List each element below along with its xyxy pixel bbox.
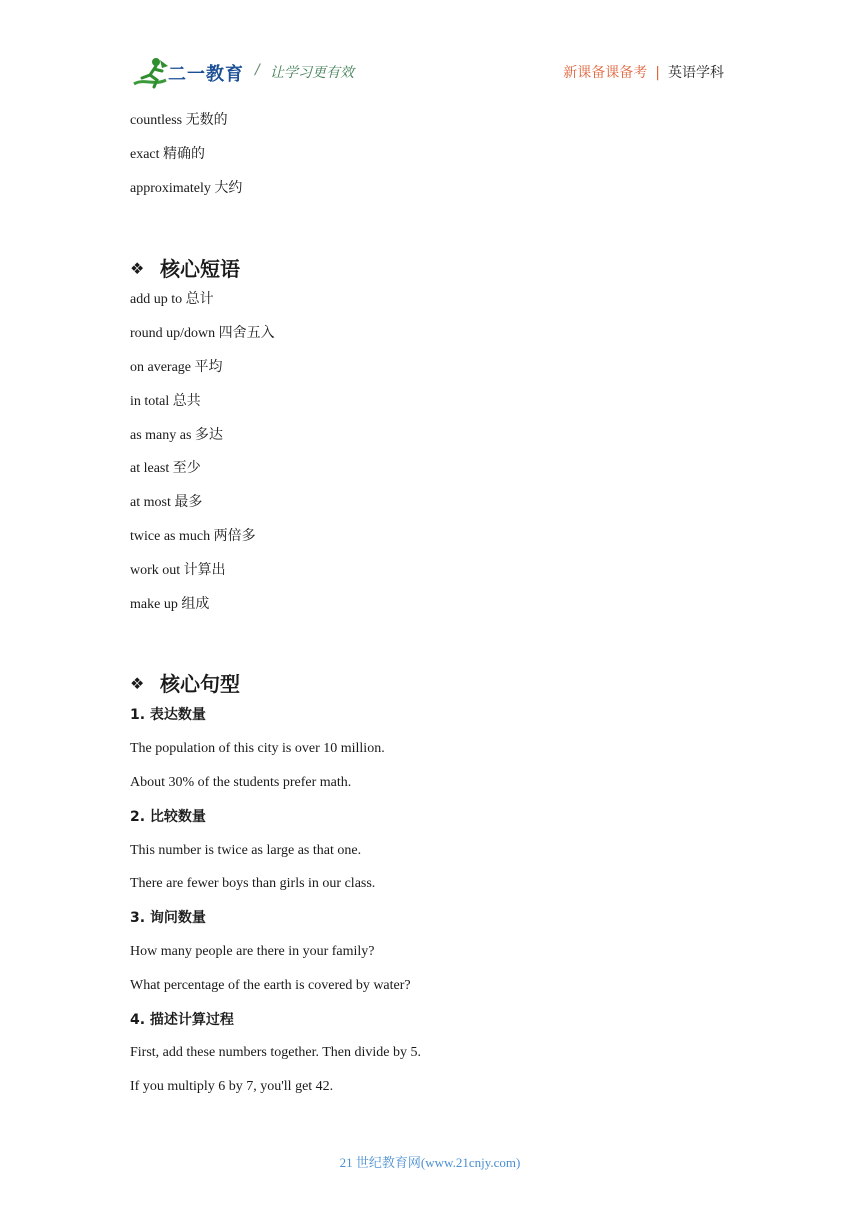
document-body [130, 108, 730, 1108]
header-subject-label: 英语学科 [668, 65, 724, 81]
phrase-item: on average 平均 [130, 359, 223, 375]
header-divider: | [655, 65, 660, 81]
phrase-item: in total 总共 [130, 393, 201, 409]
example-sentence: How many people are there in your family? [130, 943, 375, 959]
sentence-group-heading: 2. 比较数量 [130, 808, 206, 825]
example-sentence: What percentage of the earth is covered by water? [130, 977, 411, 993]
section-title-text: 核心句型 [160, 672, 240, 697]
phrase-item: at most 最多 [130, 495, 203, 511]
example-sentence: The population of this city is over 10 million. [130, 741, 385, 757]
header-slogan: 让学习更有效 [270, 65, 354, 81]
page-footer: 21 世纪教育网(www.21cnjy.com) [339, 1155, 521, 1170]
page-header [0, 0, 860, 100]
phrase-item: round up/down 四舍五入 [130, 326, 275, 342]
phrase-item: add up to 总计 [130, 292, 214, 308]
phrase-item: make up 组成 [130, 596, 210, 612]
example-sentence: This number is twice as large as that one. [130, 842, 362, 858]
sentence-group-heading: 4. 描述计算过程 [130, 1011, 234, 1028]
example-sentence: About 30% of the students prefer math. [130, 774, 352, 790]
section-title-text: 核心短语 [160, 257, 240, 282]
logo-text: 二一教育 [168, 64, 244, 85]
example-sentence: If you multiply 6 by 7, you'll get 42. [130, 1079, 334, 1095]
vocab-item: exact 精确的 [130, 146, 206, 162]
sentence-group-heading: 3. 询问数量 [130, 910, 206, 927]
phrase-item: as many as 多达 [130, 427, 223, 443]
diamond-bullet-icon: ❖ [130, 259, 145, 279]
header-subject [563, 62, 724, 82]
example-sentence: There are fewer boys than girls in our class. [130, 876, 376, 892]
diamond-bullet-icon: ❖ [130, 674, 145, 694]
vocab-item: countless 无数的 [130, 113, 228, 128]
phrase-item: twice as much 两倍多 [130, 528, 256, 544]
phrase-item: work out 计算出 [130, 562, 226, 578]
section-title-sentences [130, 666, 730, 702]
example-sentence: First, add these numbers together. Then divide by 5. [130, 1045, 421, 1061]
vocab-item: approximately 大约 [130, 180, 243, 196]
phrase-item: at least 至少 [130, 461, 201, 477]
header-course-label: 新课备课备考 [563, 65, 648, 81]
header-slash: / [255, 62, 260, 78]
sentence-group-heading: 1. 表达数量 [130, 707, 206, 724]
section-title-phrases [130, 251, 730, 287]
